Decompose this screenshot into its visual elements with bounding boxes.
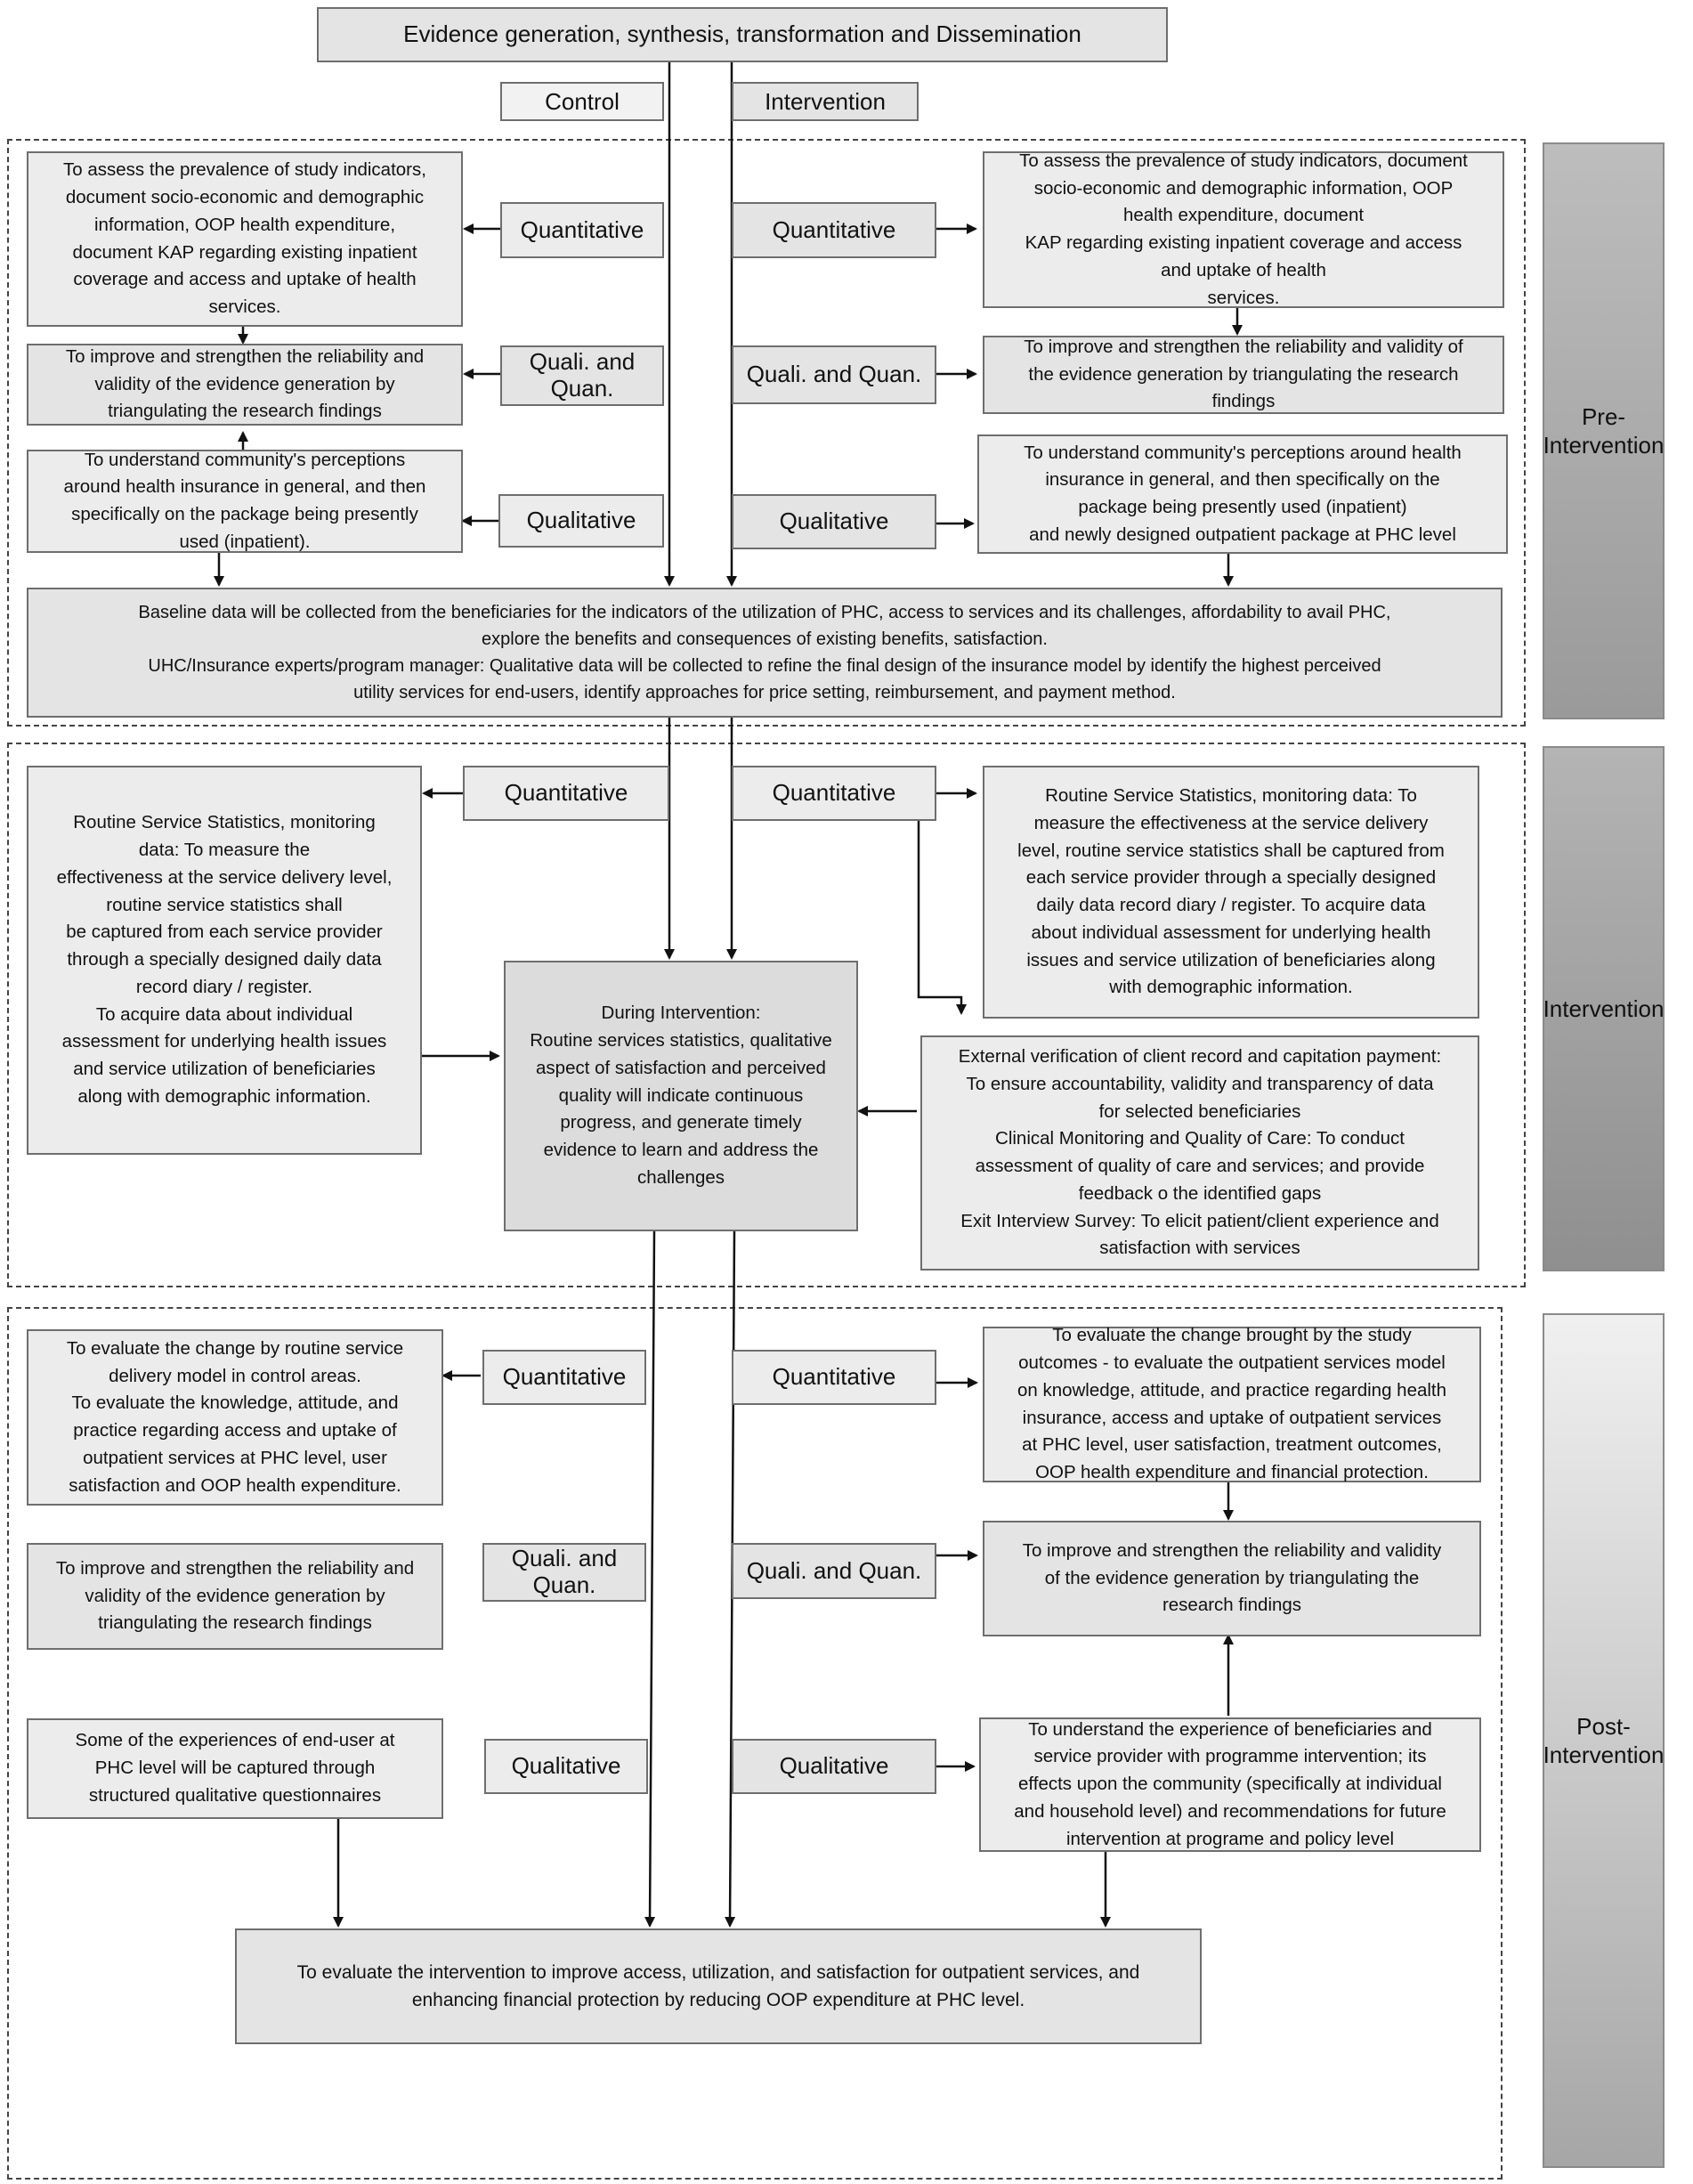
pre-intervention-qualitative-objective: To understand community's perceptions around health insurance in general, and then specifically on the package being presently used (inpatient) and newly designed outpatient package at PHC level [977,434,1508,554]
pre-control-mixed-objective: To improve and strengthen the reliability and validity of the evidence generation by triangulating the research findings [27,344,463,426]
post-intervention-qualitative-label: Qualitative [732,1739,936,1794]
phase-post-intervention: Post- Intervention [1543,1313,1665,2168]
diagram-title: Evidence generation, synthesis, transformation and Dissemination [317,7,1168,62]
pre-control-qualitative-objective: To understand community's perceptions around health insurance in general, and then specifically on the package being presently used (inpatient). [27,450,463,553]
pre-control-qualitative-label: Qualitative [498,494,664,548]
post-intervention-quantitative-label: Quantitative [732,1350,936,1405]
pre-intervention-quantitative-label: Quantitative [732,202,936,258]
post-control-mixed-objective: To improve and strengthen the reliability and validity of the evidence generation by triangulating the research findings [27,1543,443,1650]
int-control-routine-statistics: Routine Service Statistics, monitoring data: To measure the effectiveness at the service delivery level, routine service statistics shall be captured from each service provider through a specially designed daily data record diary / register. To acquire data about individual assessment for underlying health issues and service utilization of beneficiaries along with demographic information. [27,766,422,1155]
pre-control-mixed-label: Quali. and Quan. [500,345,664,406]
pre-control-quantitative-label: Quantitative [500,202,664,258]
phase-pre-intervention: Pre- Intervention [1543,142,1665,719]
pre-control-quantitative-objective: To assess the prevalence of study indicators, document socio-economic and demographic information, OOP health expenditure, document KAP regarding existing inpatient coverage and access and uptake of health services. [27,151,463,327]
phase-intervention: Intervention [1543,746,1665,1271]
int-intervention-quantitative-label: Quantitative [732,766,936,821]
post-control-quantitative-label: Quantitative [482,1350,646,1405]
pre-intervention-quantitative-objective: To assess the prevalence of study indicators, document socio-economic and demographic information, OOP health expenditure, document KAP regarding existing inpatient coverage and access and uptake of health services. [983,151,1504,308]
int-intervention-routine-statistics: Routine Service Statistics, monitoring data: To measure the effectiveness at the service delivery level, routine service statistics shall be captured from each service provider through a specially designed daily data record diary / register. To acquire data about individual assessment for underlying health issues and service utilization of beneficiaries along with demographic information. [983,766,1479,1019]
post-control-qualitative-objective: Some of the experiences of end-user at PHC level will be captured through structured qualitative questionnaires [27,1718,443,1819]
post-final-evaluation: To evaluate the intervention to improve access, utilization, and satisfaction for outpatient services, and enhancing financial protection by reducing OOP expenditure at PHC level. [235,1928,1202,2044]
arm-label-control: Control [500,82,664,121]
pre-intervention-mixed-objective: To improve and strengthen the reliability and validity of the evidence generation by triangulating the research findings [983,336,1504,414]
pre-baseline-data-collection: Baseline data will be collected from the beneficiaries for the indicators of the utilization of PHC, access to services and its challenges, affordability to avail PHC, explore the benefits and consequences of existing benefits, satisfaction. UHC/Insurance experts/program manager: Qualitative data will be collected to refine the final design of the insurance model by identify the highest perceived utility services for end-users, identify approaches for price setting, reimbursement, and payment method. [27,588,1503,718]
post-intervention-mixed-label: Quali. and Quan. [732,1543,936,1599]
post-intervention-mixed-objective: To improve and strengthen the reliability and validity of the evidence generation by triangulating the research findings [983,1521,1481,1636]
post-control-qualitative-label: Qualitative [484,1739,648,1794]
arm-label-intervention: Intervention [732,82,919,121]
post-control-mixed-label: Quali. and Quan. [482,1543,646,1602]
pre-intervention-qualitative-label: Qualitative [732,494,936,549]
post-control-quantitative-objective: To evaluate the change by routine service delivery model in control areas. To evaluate the knowledge, attitude, and practice regarding access and uptake of outpatient services at PHC level, user satisfaction and OOP health expenditure. [27,1329,443,1506]
int-control-quantitative-label: Quantitative [463,766,669,821]
post-intervention-quantitative-objective: To evaluate the change brought by the study outcomes - to evaluate the outpatient services model on knowledge, attitude, and practice regarding health insurance, access and uptake of outpatient services at PHC level, user satisfaction, treatment outcomes, OOP health expenditure and financial protection. [983,1327,1481,1482]
int-during-intervention-summary: During Intervention: Routine services statistics, qualitative aspect of satisfaction and perceived quality will indicate continuous progress, and generate timely evidence to learn and address the challenges [504,961,858,1231]
post-intervention-qualitative-objective: To understand the experience of beneficiaries and service provider with programme intervention; its effects upon the community (specifically at individual and household level) and recommendations for future intervention at programe and policy level [979,1717,1481,1852]
int-external-verification: External verification of client record and capitation payment: To ensure accountability, validity and transparency of data for selected beneficiaries Clinical Monitoring and Quality of Care: To conduct assessment of quality of care and services; and provide feedback o the identified gaps Exit Interview Survey: To elicit patient/client experience and satisfaction with services [920,1035,1479,1271]
pre-intervention-mixed-label: Quali. and Quan. [732,345,936,404]
